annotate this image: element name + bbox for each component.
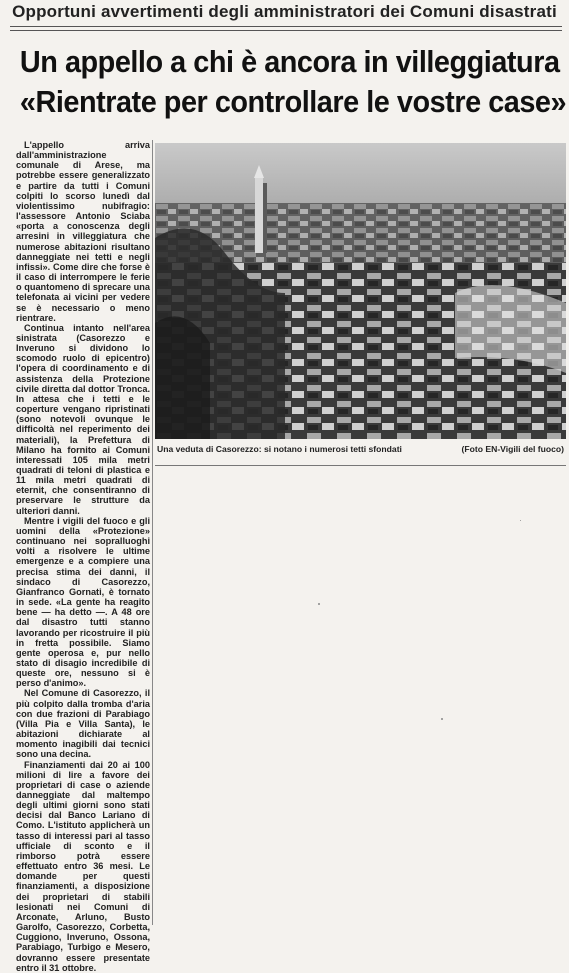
article-body bbox=[16, 140, 150, 973]
print-speck bbox=[441, 718, 443, 720]
top-rule bbox=[10, 26, 562, 27]
caption-text: Una veduta di Casorezzo: si notano i numerosi tetti sfondati bbox=[157, 444, 402, 454]
print-speck bbox=[318, 603, 320, 605]
kicker: Opportuni avvertimenti degli amministratori dei Comuni disastrati bbox=[12, 2, 557, 21]
caption-rule bbox=[155, 465, 566, 466]
paragraph: Nel Comune di Casorezzo, il più colpito dalla tromba d'aria con due frazioni di Parabiago (Villa Pia e Villa Santa), le abitazioni dichiarate al momento inagibili dai tecnici sono una decina. bbox=[16, 688, 150, 760]
town-aerial-photo bbox=[155, 143, 566, 439]
photo-credit: (Foto EN-Vigili del fuoco) bbox=[461, 444, 564, 454]
paragraph: Finanziamenti dai 20 ai 100 milioni di lire a favore dei proprietari di case o aziende danneggiate dal maltempo degli ultimi giorni sono stati decisi dal Banco Lariano di Como. L'istituto applicherà un tasso di interessi pari al tasso ufficiale di sconto e il rimborso potrà essere effettuato entro 36 mesi. Le domande per questi finanziamenti, a disposizione dei proprietari di stabili lesionati nei Comuni di Arconate, Arluno, Busto Garolfo, Casorezzo, Corbetta, Cuggiono, Inveruno, Ossona, Parabiago, Turbigo e Mesero, dovranno essere presentate entro il 31 ottobre. bbox=[16, 759, 150, 973]
photo-caption bbox=[157, 444, 564, 454]
print-speck bbox=[520, 520, 521, 521]
column-divider bbox=[152, 140, 153, 925]
headline-line-2: «Rientrate per controllare le vostre case» bbox=[19, 84, 567, 119]
paragraph: Mentre i vigili del fuoco e gli uomini della «Protezione» continuano nei sopralluoghi volti a risolvere le ultime emergenze e a compiere una precisa stima dei danni, il sindaco di Casorezzo, Gianfranco Gornati, è tornato in sede. «La gente ha reagito bene — ha detto —. A 48 ore dal disastro tutti stanno lavorando per ricostruire il più in fretta possibile. Siamo gente operosa e, pur nello stato di disagio incredibile di queste ore, nessuno si è perso d'animo». bbox=[16, 515, 150, 689]
paragraph: Continua intanto nell'area sinistrata (Casorezzo e Inveruno si dividono lo scomodo ruolo di epicentro) l'opera di coordinamento e di assistenza della Protezione civile diretta dal dottor Tronca. In attesa che i tetti e le coperture vengano ripristinati (sono notevoli ovunque le difficoltà nel reperimento dei materiali), la Prefettura di Milano ha fornito ai Comuni interessati 105 mila metri quadrati di teloni di plastica e 11 mila metri quadrati di eternit, che consentiranno di preservare le strutture da ulteriori danni. bbox=[16, 322, 150, 516]
paragraph: L'appello arriva dall'amministrazione comunale di Arese, ma potrebbe essere generalizzato e partire da tutti i Comuni colpiti lo scorso lunedì dal violentissimo nubifragio: l'assessore Antonio Sciaba «porta a conoscenza degli arresini in villeggiatura che numerose abitazioni risultano danneggiate nei tetti e negli infissi». Come dire che forse è il caso di interrompere le ferie o quantomeno di sprecare una telefonata ai vicini per vedere se è necessario o meno rientrare. bbox=[16, 140, 150, 323]
headline-line-1: Un appello a chi è ancora in villeggiatura bbox=[19, 44, 560, 79]
top-rule-secondary bbox=[10, 30, 562, 31]
